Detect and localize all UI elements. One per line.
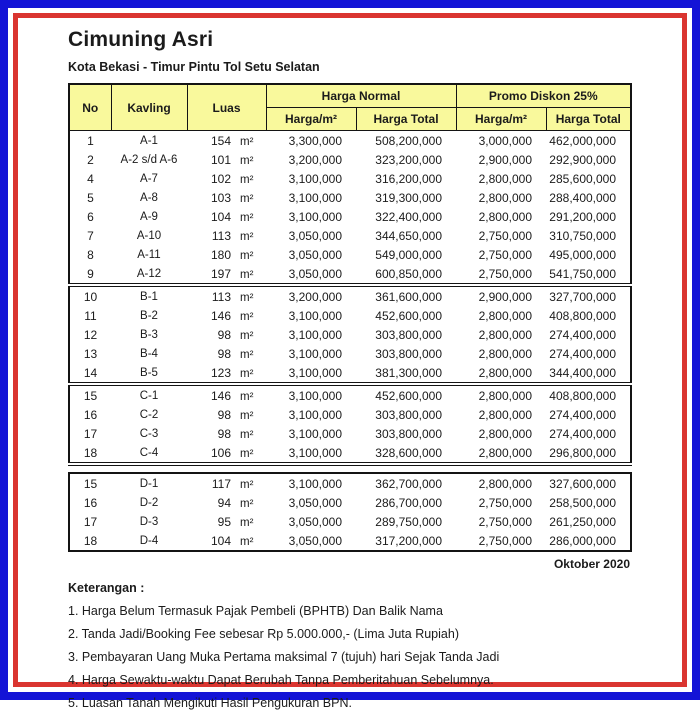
col-header-harga-normal: Harga Normal: [266, 84, 456, 108]
cell-no: 17: [83, 514, 98, 529]
cell-luas: [187, 493, 266, 512]
cell-kavling: D-3: [139, 515, 159, 528]
col-header-kavling: Kavling: [111, 84, 187, 131]
luas-value: 101: [210, 152, 231, 167]
page-subtitle: Kota Bekasi - Timur Pintu Tol Setu Selatan: [68, 60, 320, 74]
cell-no: 2: [87, 152, 94, 167]
note-item: 5. Luasan Tanah Mengikuti Hasil Pengukuran BPN.: [68, 696, 352, 710]
cell-promo-harga-total: 274,400,000: [549, 346, 617, 361]
cell-promo-harga-m2: 2,750,000: [478, 228, 533, 243]
cell-kavling: D-1: [139, 477, 159, 490]
table-row: [69, 473, 631, 493]
cell-kavling: C-4: [139, 446, 159, 459]
table-row: [69, 150, 631, 169]
luas-value: 98: [217, 407, 231, 422]
table-row: [69, 226, 631, 245]
cell-normal-harga-m2: 3,100,000: [288, 346, 342, 361]
col-header-promo-harga-m2: Harga/m²: [456, 108, 546, 131]
cell-promo-harga-m2: 2,750,000: [478, 514, 532, 529]
cell-promo-harga-total: 288,400,000: [549, 190, 617, 205]
cell-no: 13: [83, 346, 98, 361]
cell-normal-harga-m2: 3,050,000: [288, 247, 342, 262]
cell-kavling: C-2: [139, 408, 159, 421]
price-table-header: [69, 84, 631, 131]
luas-value: 106: [210, 445, 231, 460]
note-item: 4. Harga Sewaktu-waktu Dapat Berubah Tanpa Pemberitahuan Sebelumnya.: [68, 673, 494, 687]
cell-promo-harga-total: 408,800,000: [546, 384, 631, 405]
cell-normal-harga-m2: 3,050,000: [288, 533, 342, 548]
cell-normal-harga-m2: 3,200,000: [266, 285, 356, 306]
cell-normal-harga-total: 289,750,000: [375, 514, 442, 529]
col-header-promo-harga-total: Harga Total: [546, 108, 631, 131]
luas-value: 197: [210, 266, 231, 281]
cell-normal-harga-m2: 3,050,000: [288, 495, 342, 510]
cell-promo-harga-total: 274,400,000: [549, 407, 617, 422]
cell-normal-harga-total: 317,200,000: [375, 533, 442, 548]
cell-normal-harga-total: 600,850,000: [375, 266, 443, 281]
price-table-main: [68, 83, 632, 466]
cell-kavling: C-1: [111, 384, 187, 405]
luas-value: 146: [210, 388, 231, 403]
cell-no: 16: [83, 495, 98, 510]
luas-unit: m²: [240, 447, 254, 460]
cell-no: 1: [87, 133, 94, 148]
cell-luas: [187, 424, 266, 443]
table-row: [69, 131, 631, 151]
price-table-section-d: [68, 472, 632, 552]
cell-promo-harga-total: 274,400,000: [549, 426, 617, 441]
cell-no: 14: [83, 365, 98, 380]
cell-normal-harga-m2: 3,100,000: [288, 426, 342, 441]
cell-promo-harga-total: 286,000,000: [549, 533, 616, 548]
table-row: [69, 531, 631, 551]
luas-value: 95: [217, 514, 231, 529]
cell-kavling: A-1: [140, 134, 158, 147]
cell-no: 15: [83, 476, 98, 491]
luas-unit: m²: [240, 478, 254, 491]
cell-normal-harga-m2: 3,100,000: [288, 476, 342, 491]
luas-unit: m²: [240, 230, 254, 243]
flyer-content: [68, 28, 632, 710]
cell-promo-harga-m2: 2,800,000: [478, 209, 533, 224]
cell-normal-harga-total: 319,300,000: [375, 190, 443, 205]
cell-normal-harga-total: 322,400,000: [375, 209, 443, 224]
luas-unit: m²: [240, 516, 254, 529]
cell-luas: [187, 169, 266, 188]
cell-normal-harga-m2: 3,200,000: [288, 152, 342, 167]
cell-normal-harga-total: 362,700,000: [375, 476, 442, 491]
table-row: [69, 493, 631, 512]
cell-promo-harga-total: 327,600,000: [549, 476, 616, 491]
table-row: [69, 405, 631, 424]
note-item: 1. Harga Belum Termasuk Pajak Pembeli (BPHTB) Dan Balik Nama: [68, 604, 443, 618]
cell-no: 9: [87, 266, 94, 281]
cell-luas: [187, 531, 266, 551]
cell-normal-harga-total: 316,200,000: [375, 171, 443, 186]
luas-value: 117: [211, 476, 231, 491]
cell-no: 11: [84, 308, 97, 323]
cell-normal-harga-total: 381,300,000: [375, 365, 443, 380]
table-row: [69, 512, 631, 531]
luas-value: 104: [210, 209, 231, 224]
cell-promo-harga-total: 258,500,000: [549, 495, 616, 510]
cell-promo-harga-total: 291,200,000: [549, 209, 617, 224]
cell-no: 16: [83, 407, 98, 422]
cell-promo-harga-m2: 2,750,000: [478, 266, 533, 281]
note-item: 3. Pembayaran Uang Muka Pertama maksimal 7 (tujuh) hari Sejak Tanda Jadi: [68, 650, 500, 664]
cell-no: 18: [83, 445, 98, 460]
cell-kavling: A-9: [140, 210, 158, 223]
col-header-normal-harga-total: Harga Total: [356, 108, 456, 131]
cell-luas: [187, 150, 266, 169]
luas-value: 146: [210, 308, 231, 323]
cell-promo-harga-m2: 3,000,000: [478, 133, 533, 148]
luas-unit: m²: [240, 367, 254, 380]
luas-unit: m²: [240, 268, 254, 281]
cell-luas: [187, 384, 266, 405]
cell-kavling: B-2: [140, 309, 158, 322]
luas-unit: m²: [240, 409, 254, 422]
cell-promo-harga-total: 495,000,000: [549, 247, 617, 262]
cell-normal-harga-m2: 3,100,000: [288, 407, 342, 422]
cell-promo-harga-total: 462,000,000: [549, 133, 617, 148]
cell-kavling: B-5: [140, 366, 158, 379]
notes-list: [68, 604, 632, 710]
cell-no: 4: [87, 171, 94, 186]
cell-normal-harga-m2: 3,100,000: [288, 209, 342, 224]
cell-promo-harga-m2: 2,800,000: [478, 476, 532, 491]
cell-normal-harga-total: 361,600,000: [356, 285, 456, 306]
luas-value: 180: [210, 247, 231, 262]
luas-unit: m²: [240, 310, 254, 323]
cell-luas: [187, 473, 266, 493]
cell-promo-harga-m2: 2,800,000: [478, 327, 533, 342]
cell-kavling: A-2 s/d A-6: [120, 153, 178, 166]
table-row: [69, 384, 631, 405]
cell-kavling: A-11: [137, 248, 161, 261]
cell-luas: [187, 285, 266, 306]
luas-unit: m²: [240, 291, 254, 304]
table-row: [69, 306, 631, 325]
cell-normal-harga-total: 344,650,000: [375, 228, 443, 243]
table-row: [69, 325, 631, 344]
cell-promo-harga-m2: 2,800,000: [478, 365, 533, 380]
cell-normal-harga-m2: 3,100,000: [288, 171, 342, 186]
cell-promo-harga-m2: 2,750,000: [478, 495, 532, 510]
table-row: [69, 188, 631, 207]
cell-luas: [187, 306, 266, 325]
luas-unit: m²: [240, 348, 254, 361]
luas-unit: m²: [240, 497, 254, 510]
cell-kavling: A-12: [136, 267, 162, 280]
cell-promo-harga-m2: 2,800,000: [478, 308, 533, 323]
cell-normal-harga-total: 303,800,000: [375, 327, 443, 342]
cell-promo-harga-m2: 2,800,000: [456, 384, 546, 405]
cell-no: 7: [87, 228, 94, 243]
cell-promo-harga-m2: 2,800,000: [478, 426, 533, 441]
luas-value: 94: [217, 495, 231, 510]
col-header-promo-diskon: Promo Diskon 25%: [456, 84, 631, 108]
cell-normal-harga-total: 303,800,000: [375, 407, 443, 422]
cell-normal-harga-m2: 3,100,000: [266, 384, 356, 405]
cell-normal-harga-total: 452,600,000: [375, 308, 443, 323]
cell-luas: [187, 207, 266, 226]
cell-promo-harga-m2: 2,900,000: [478, 152, 533, 167]
cell-promo-harga-total: 408,800,000: [549, 308, 617, 323]
cell-normal-harga-total: 508,200,000: [375, 133, 443, 148]
cell-normal-harga-m2: 3,100,000: [288, 190, 342, 205]
luas-value: 123: [210, 365, 231, 380]
cell-normal-harga-m2: 3,050,000: [288, 514, 342, 529]
table-row: [69, 264, 631, 285]
cell-normal-harga-m2: 3,100,000: [288, 308, 342, 323]
note-item: 2. Tanda Jadi/Booking Fee sebesar Rp 5.000.000,- (Lima Juta Rupiah): [68, 627, 459, 641]
cell-promo-harga-total: 344,400,000: [549, 365, 617, 380]
cell-luas: [187, 443, 266, 464]
luas-unit: m²: [240, 173, 254, 186]
luas-unit: m²: [240, 535, 254, 548]
cell-luas: [187, 131, 266, 151]
cell-normal-harga-total: 328,600,000: [375, 445, 443, 460]
luas-unit: m²: [240, 428, 254, 441]
luas-unit: m²: [240, 154, 254, 167]
cell-promo-harga-m2: 2,750,000: [478, 533, 532, 548]
cell-kavling: D-2: [139, 496, 159, 509]
luas-value: 104: [210, 533, 231, 548]
cell-luas: [187, 405, 266, 424]
cell-promo-harga-total: 296,800,000: [549, 445, 617, 460]
cell-no: 12: [83, 327, 98, 342]
col-header-no: No: [69, 84, 111, 131]
cell-no: 17: [83, 426, 98, 441]
cell-kavling: A-7: [140, 172, 158, 185]
luas-value: 98: [217, 346, 231, 361]
cell-no: 6: [87, 209, 94, 224]
cell-luas: [187, 344, 266, 363]
cell-no: 10: [69, 285, 111, 306]
luas-unit: m²: [240, 211, 254, 224]
cell-kavling: A-8: [140, 191, 158, 204]
cell-no: 15: [69, 384, 111, 405]
cell-kavling: A-10: [136, 229, 162, 242]
cell-kavling: D-4: [139, 534, 159, 547]
luas-unit: m²: [240, 249, 254, 262]
luas-value: 98: [217, 426, 231, 441]
cell-normal-harga-total: 452,600,000: [356, 384, 456, 405]
table-row: [69, 363, 631, 384]
cell-normal-harga-m2: 3,100,000: [288, 327, 342, 342]
table-row: [69, 207, 631, 226]
cell-kavling: B-4: [140, 347, 158, 360]
table-row: [69, 285, 631, 306]
cell-luas: [187, 188, 266, 207]
table-row: [69, 169, 631, 188]
cell-promo-harga-total: 292,900,000: [549, 152, 617, 167]
luas-value: 113: [211, 289, 231, 304]
cell-promo-harga-total: 261,250,000: [549, 514, 616, 529]
cell-luas: [187, 245, 266, 264]
luas-unit: m²: [240, 390, 254, 403]
col-header-normal-harga-m2: Harga/m²: [266, 108, 356, 131]
cell-no: 18: [83, 533, 98, 548]
cell-normal-harga-m2: 3,100,000: [288, 445, 342, 460]
luas-value: 113: [211, 228, 231, 243]
cell-normal-harga-total: 323,200,000: [375, 152, 443, 167]
cell-normal-harga-total: 303,800,000: [375, 426, 443, 441]
cell-luas: [187, 512, 266, 531]
cell-luas: [187, 363, 266, 384]
cell-promo-harga-m2: 2,800,000: [478, 346, 533, 361]
cell-normal-harga-m2: 3,100,000: [288, 365, 342, 380]
luas-value: 98: [217, 327, 231, 342]
cell-no: 5: [87, 190, 94, 205]
cell-promo-harga-m2: 2,800,000: [478, 190, 533, 205]
cell-normal-harga-total: 549,000,000: [375, 247, 443, 262]
cell-promo-harga-m2: 2,800,000: [478, 171, 533, 186]
cell-promo-harga-total: 310,750,000: [549, 228, 617, 243]
table-row: [69, 424, 631, 443]
luas-value: 102: [210, 171, 231, 186]
luas-value: 103: [210, 190, 231, 205]
table-row: [69, 245, 631, 264]
cell-no: 8: [87, 247, 94, 262]
page-title: Cimuning Asri: [68, 28, 214, 51]
cell-normal-harga-m2: 3,050,000: [288, 228, 342, 243]
cell-luas: [187, 325, 266, 344]
cell-normal-harga-m2: 3,050,000: [288, 266, 342, 281]
cell-kavling: B-3: [140, 328, 158, 341]
cell-luas: [187, 226, 266, 245]
cell-promo-harga-m2: 2,750,000: [478, 247, 533, 262]
luas-unit: m²: [240, 329, 254, 342]
col-header-luas: Luas: [187, 84, 266, 131]
cell-luas: [187, 264, 266, 285]
notes-title: Keterangan :: [68, 581, 145, 595]
cell-promo-harga-m2: 2,800,000: [478, 445, 533, 460]
notes-section: [68, 581, 632, 710]
cell-promo-harga-total: 541,750,000: [549, 266, 617, 281]
cell-kavling: B-1: [111, 285, 187, 306]
cell-normal-harga-total: 286,700,000: [375, 495, 442, 510]
cell-promo-harga-m2: 2,800,000: [478, 407, 533, 422]
cell-kavling: C-3: [139, 427, 159, 440]
table-row: [69, 344, 631, 363]
cell-normal-harga-total: 303,800,000: [375, 346, 443, 361]
cell-promo-harga-total: 285,600,000: [549, 171, 617, 186]
luas-unit: m²: [240, 135, 254, 148]
cell-promo-harga-total: 327,700,000: [546, 285, 631, 306]
cell-promo-harga-m2: 2,900,000: [456, 285, 546, 306]
cell-normal-harga-m2: 3,300,000: [288, 133, 342, 148]
table-row: [69, 443, 631, 464]
cell-promo-harga-total: 274,400,000: [549, 327, 617, 342]
luas-unit: m²: [240, 192, 254, 205]
luas-value: 154: [210, 133, 231, 148]
date-label: Oktober 2020: [553, 557, 630, 571]
